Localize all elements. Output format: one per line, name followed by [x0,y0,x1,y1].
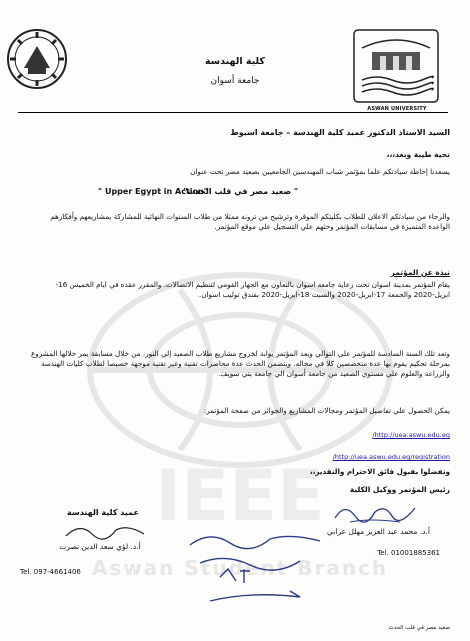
dean-name: أ.د. لؤي سعد الدين نصرت [59,542,141,551]
chair-name: أ.د. محمد عبد العزيز مهلل عرابي [327,527,430,536]
conference-website-link[interactable]: http://uea.aswu.edu.eg/ [372,431,450,439]
watermark-logo-text: IEEE [155,455,325,537]
header-divider [18,112,448,113]
university-name-en: ASWAN UNIVERSITY [367,106,427,112]
about-paragraph-1: يقام المؤتمر بمدينة اسوان تحت رعاية جامعه اسوان بالتعاون مع الجهاز القومي لتنظيم الاتصالات. والمقرر عقده في ايام الخميس 16-ابريل-2020 والجمعة 17-ابريل-2020 والسبت 18-ابريل-2020 بفندق توليب اسوان. [55,280,450,299]
handwritten-annotation [180,525,330,615]
watermark-text: Aswan Student Branch [91,556,389,580]
registration-link[interactable]: http://uea.aswu.edu.eg/registration/ [332,453,450,461]
footer-slogan: صعيد مصر في قلب الحدث [388,625,450,631]
dean-phone: Tel. 097-4661406 [20,568,81,576]
dean-title: عميد كلية الهندسة [67,508,139,517]
university-name: جامعة أسوان [210,76,260,86]
invitation-paragraph: والرجاء من سيادتكم الاعلان للطلاب بكليتكم الموقرة وترشيح من ترونه ممثلا من طلاب السنوات النهائية للمشاركة بمشاريعهم وأفكارهم الواعدة المتميزة في مسابقات المؤتمر وحثهم علي التسجيل علي موقع المؤتمر. [50,212,450,231]
conference-title-en: " Upper Egypt in Action" [98,187,208,196]
dean-signature [60,520,150,544]
details-paragraph: يمكن الحصول علي تفاصيل المؤتمر ومجالات المشاريع والجوائز من صفحة المؤتمر: [203,406,450,415]
aswan-university-logo-icon [352,28,440,104]
section-heading: نبذة عن المؤتمر [390,268,450,277]
chair-phone: Tel. 01001885361 [377,549,440,557]
faculty-emblem-icon [6,28,68,90]
chair-title: رئيس المؤتمر ووكيل الكلية [349,485,450,494]
conference-title-ar: " صعيد مصر في قلب الحدث" [183,187,298,196]
intro-paragraph: يسعدنا إحاطة سيادتكم علما بمؤتمر شباب المهندسين الجامعيين بصعيد مصر تحت عنوان [190,167,450,176]
chair-signature [330,498,420,526]
recipient-line: السيد الاستاذ الدكتور عميد كلية الهندسة – جامعة اسيوط [230,128,450,137]
about-paragraph-2: وتعد تلك السنة السادسة للمؤتمر علي التوالي ويعد المؤتمر بوابة لخروج مشاريع طلاب الصعيد إلي النور. من خلال مسابقة يمر خلالها المشروع بمرحلة تحكيم يقوم بها عدة متخصصين كلا في مجاله. ويتضمن الحدث عدة محاضرات تقنية وغير تقنية موجهة خصيصا لطلاب كليات الهندسة والزراعة والعلوم علي مستوي الصعيد من جامعة أسوان الي جامعة بني سويف. [30,349,450,378]
faculty-name: كلية الهندسة [205,56,265,67]
link-row-1 [30,422,450,441]
closing-line: وتفضلوا بقبول فائق الاحترام والتقدير،، [309,467,450,476]
link-row-2 [30,444,450,463]
greeting: تحية طيبة وبعد،،، [386,150,450,159]
